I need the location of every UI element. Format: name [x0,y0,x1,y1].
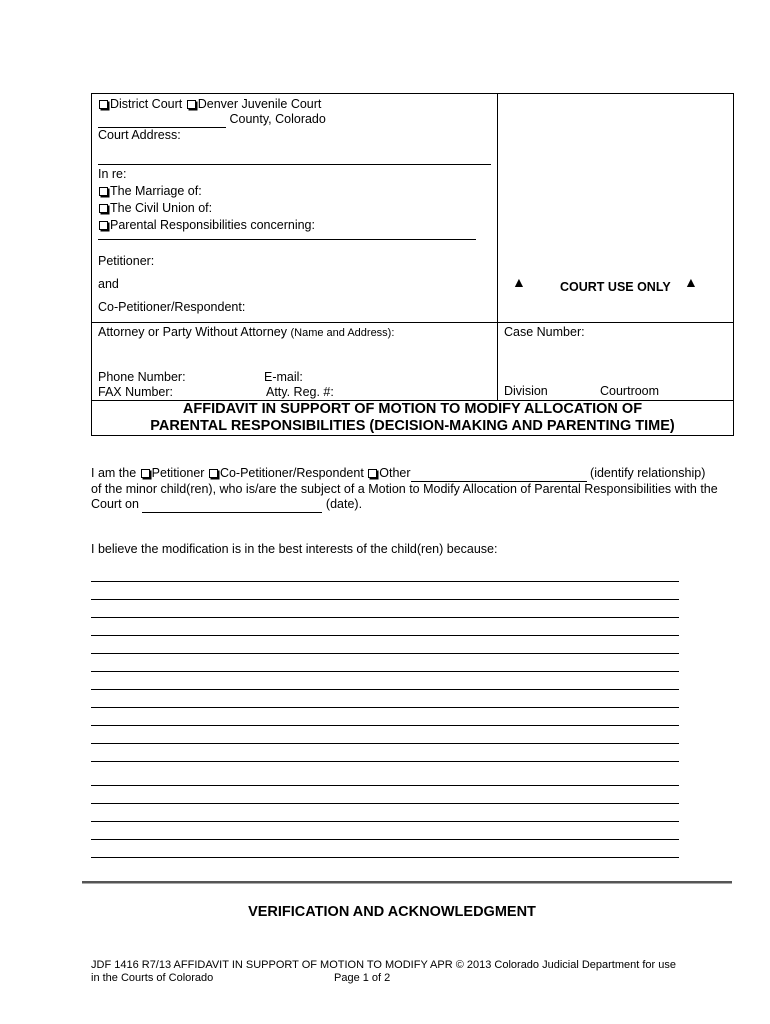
atty-reg-label: Atty. Reg. #: [266,385,334,399]
marriage-checkbox[interactable] [99,187,108,196]
answer-line[interactable] [91,671,679,672]
parental-responsibilities-checkbox[interactable] [99,221,108,230]
page-footer [91,959,731,985]
triangle-right-icon: ▲ [684,274,698,290]
denver-juvenile-label: Denver Juvenile Court [197,97,322,111]
answer-line[interactable] [91,617,679,618]
court-date-field[interactable] [142,497,322,513]
parental-responsibilities-label: Parental Responsibilities concerning: [110,218,315,232]
answer-line[interactable] [91,653,679,654]
document-title-cell [92,401,734,436]
answer-line[interactable] [91,581,679,582]
civil-union-label: The Civil Union of: [110,201,213,215]
answer-line[interactable] [91,689,679,690]
court-use-cell [498,94,734,323]
section-divider [82,881,732,884]
court-use-label: COURT USE ONLY [560,280,671,294]
document-title-line2: PARENTAL RESPONSIBILITIES (DECISION-MAKING AND PARENTING TIME) [150,418,675,434]
phone-label: Phone Number: [98,370,186,384]
best-interests-label: I believe the modification is in the best interests of the child(ren) because: [91,542,498,556]
petitioner-checkbox[interactable] [141,469,150,478]
answer-line[interactable] [91,785,679,786]
courtroom-label: Courtroom [600,384,660,398]
attorney-field[interactable] [92,341,497,370]
attorney-sub-label: (Name and Address): [290,327,395,339]
civil-union-checkbox[interactable] [99,204,108,213]
district-court-label: District Court [110,97,183,111]
i-am-the-label: I am the [91,466,137,480]
answer-line[interactable] [91,761,679,762]
caption-table [91,93,734,436]
in-re-label: In re: [98,167,127,181]
answer-line[interactable] [91,707,679,708]
relationship-paragraph [91,466,731,513]
denver-juvenile-checkbox[interactable] [187,100,196,109]
answer-line[interactable] [91,821,679,822]
co-petitioner-option-label: Co-Petitioner/Respondent [219,466,364,480]
page-number: Page 1 of 2 [334,972,391,984]
district-court-checkbox[interactable] [99,100,108,109]
division-label: Division [504,384,548,398]
footer-line2: in the Courts of Colorado [91,972,214,984]
case-number-label: Case Number: [504,325,585,339]
answer-line[interactable] [91,599,679,600]
marriage-label: The Marriage of: [110,184,202,198]
other-checkbox[interactable] [368,469,377,478]
verification-title: VERIFICATION AND ACKNOWLEDGMENT [248,904,536,920]
court-on-label: Court on [91,497,139,511]
attorney-cell [92,323,498,401]
case-number-field[interactable] [498,340,733,369]
case-number-cell [498,323,734,401]
county-field[interactable] [98,112,226,128]
court-address-field[interactable] [92,143,497,164]
attorney-label: Attorney or Party Without Attorney [98,325,287,339]
triangle-left-icon: ▲ [512,274,526,290]
co-petitioner-label: Co-Petitioner/Respondent: [98,300,246,314]
court-address-label: Court Address: [98,128,181,142]
petitioner-option-label: Petitioner [151,466,205,480]
fax-label: FAX Number: [98,385,174,399]
identify-relationship-label: (identify relationship) [590,466,706,480]
other-relationship-field[interactable] [411,466,587,482]
answer-line[interactable] [91,857,679,858]
answer-line[interactable] [91,743,679,744]
footer-line1: JDF 1416 R7/13 AFFIDAVIT IN SUPPORT OF MOTION TO MODIFY APR © 2013 Colorado Judicial Department for use [91,959,676,971]
co-petitioner-checkbox[interactable] [209,469,218,478]
county-label: County, Colorado [229,112,326,126]
email-label: E-mail: [264,370,303,384]
petitioner-label: Petitioner: [98,254,155,268]
caption-left-cell [92,94,498,323]
answer-line[interactable] [91,725,679,726]
answer-line[interactable] [91,839,679,840]
answer-line[interactable] [91,803,679,804]
date-label: (date). [325,497,363,511]
other-option-label: Other [379,466,411,480]
sentence-line2: of the minor child(ren), who is/are the subject of a Motion to Modify Allocation of Parental Responsibilities with the [91,482,718,496]
and-label: and [98,277,119,291]
answer-line[interactable] [91,635,679,636]
document-title-line1: AFFIDAVIT IN SUPPORT OF MOTION TO MODIFY ALLOCATION OF [182,401,643,417]
